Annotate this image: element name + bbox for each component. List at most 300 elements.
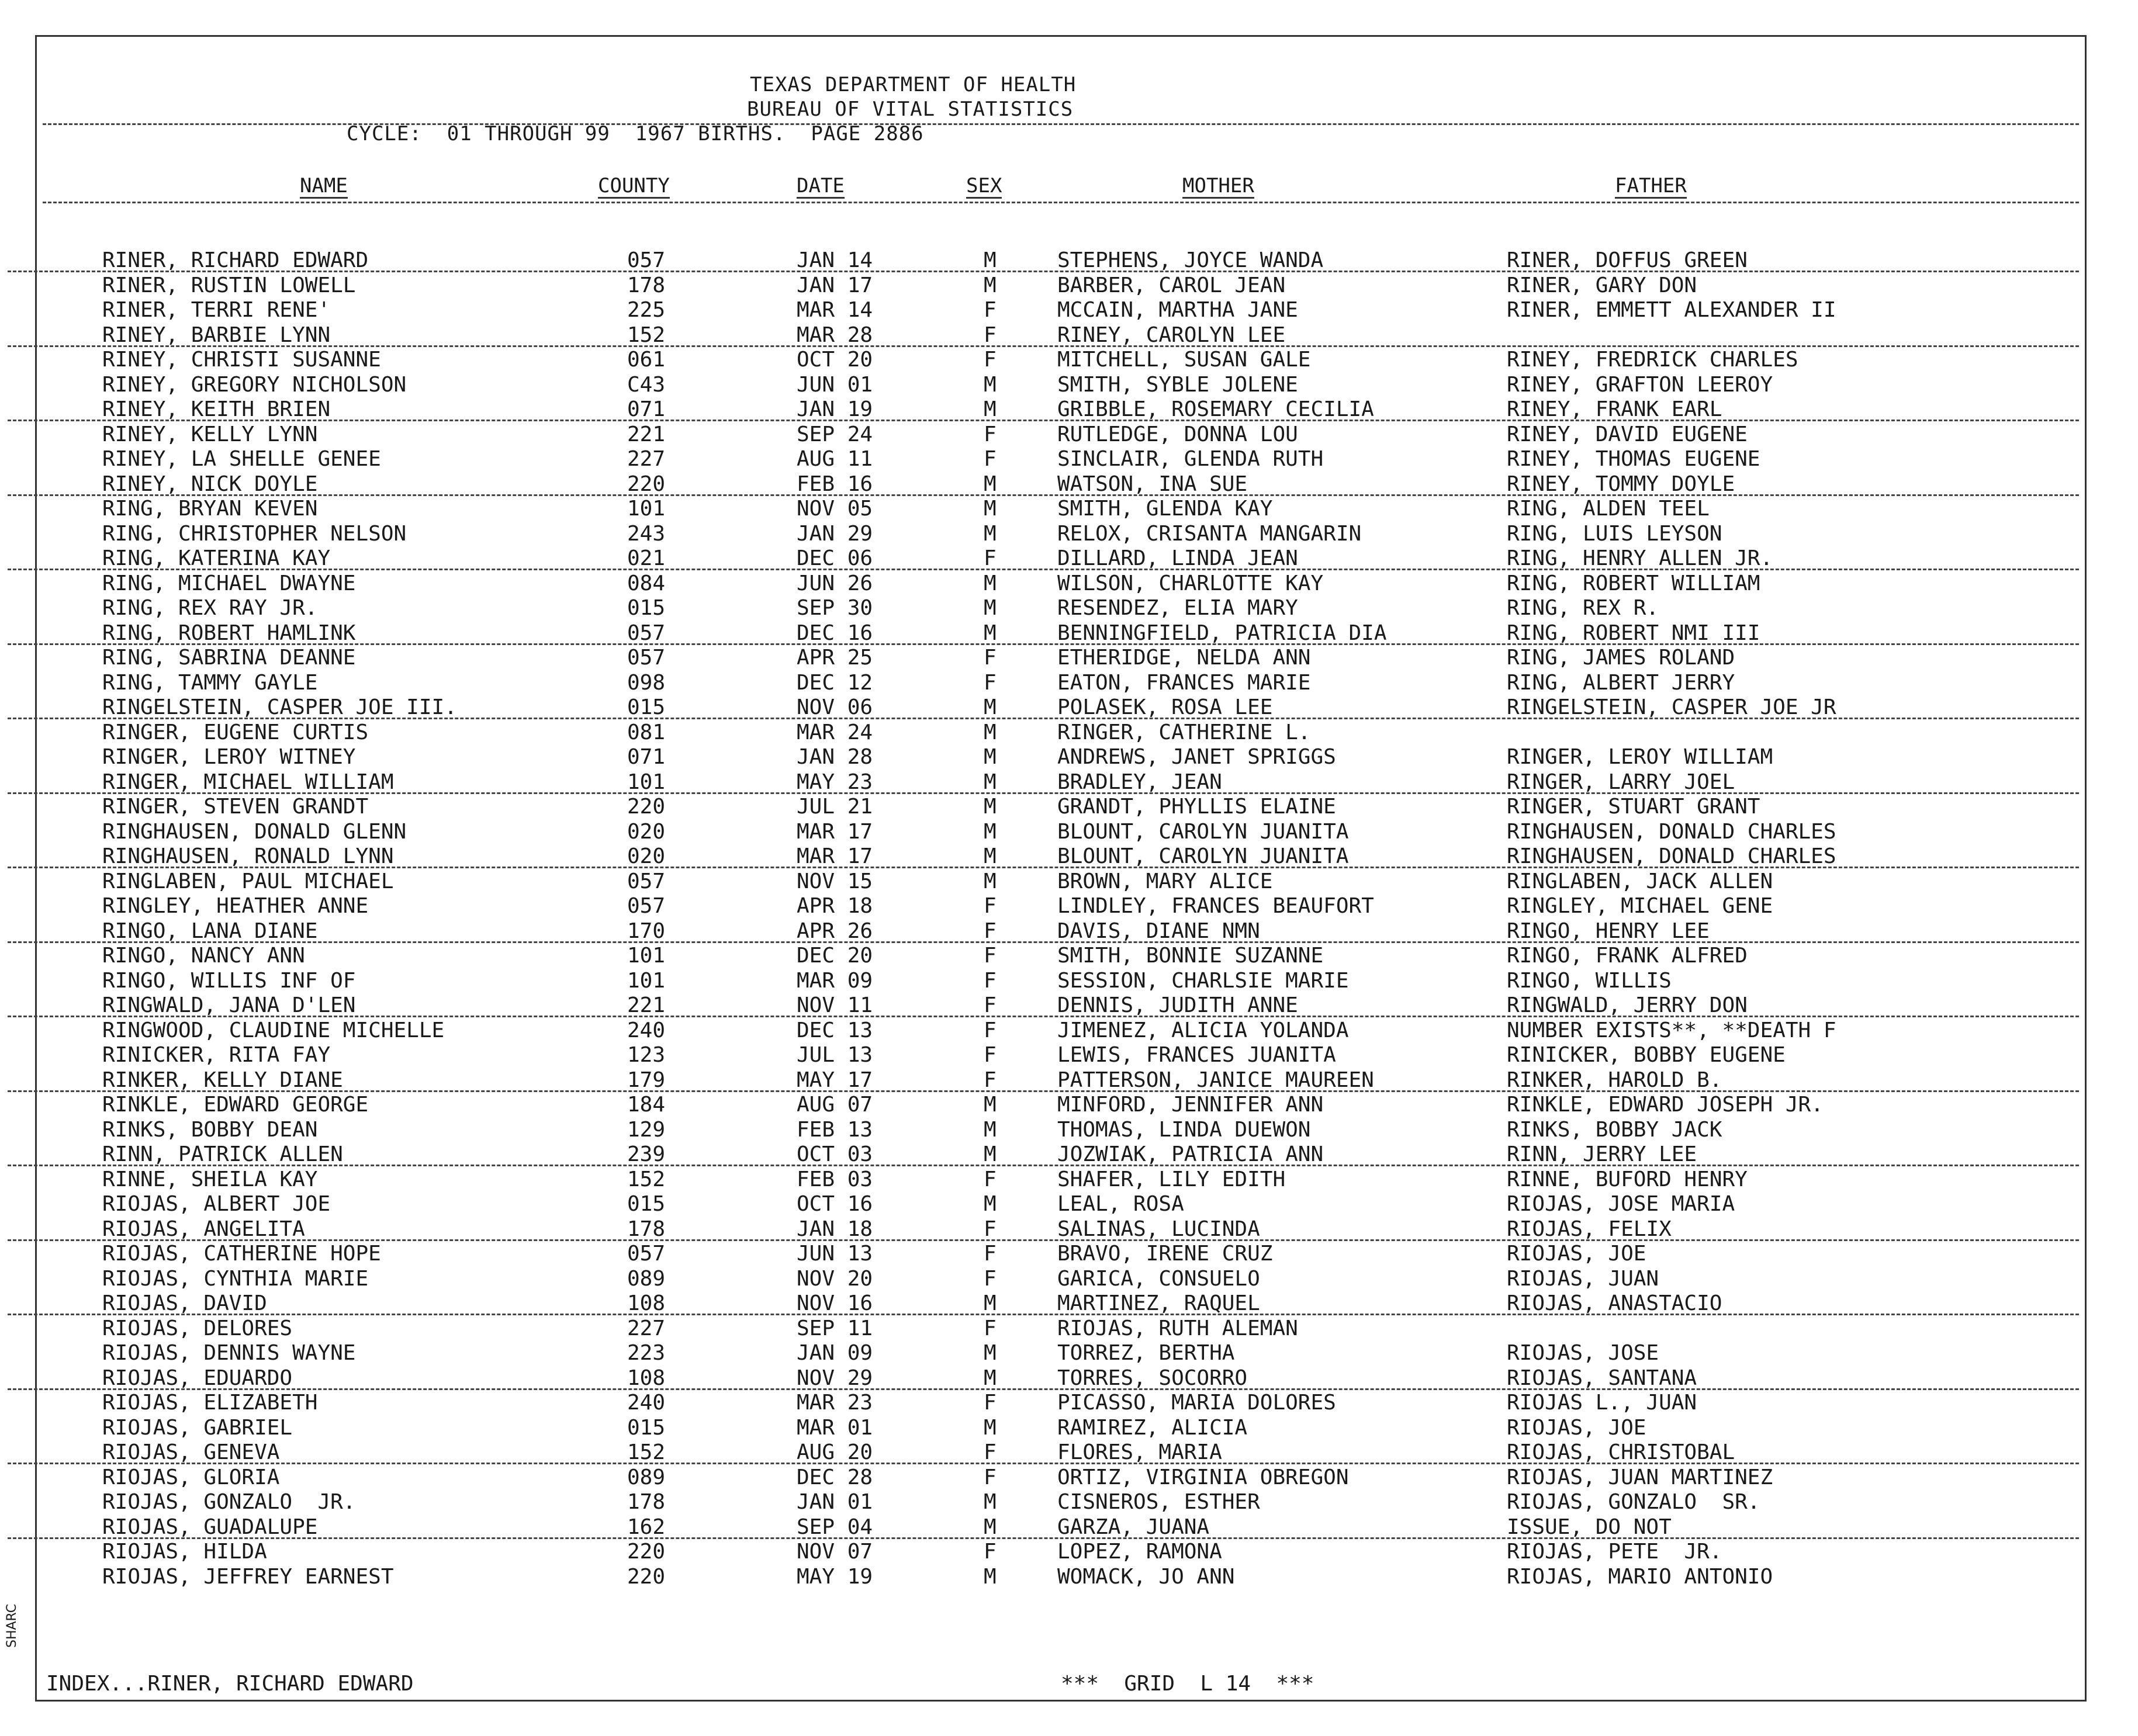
table-row bbox=[37, 522, 2085, 546]
table-row bbox=[37, 646, 2085, 670]
cell-sex: F bbox=[984, 1266, 997, 1291]
cell-father: RINGO, HENRY LEE bbox=[1507, 919, 1710, 943]
cell-name: RINGER, EUGENE CURTIS bbox=[102, 720, 369, 744]
table-row bbox=[37, 720, 2085, 745]
cell-sex: M bbox=[984, 1490, 997, 1514]
table-row bbox=[37, 248, 2085, 273]
cell-sex: M bbox=[984, 1366, 997, 1390]
cell-county: 221 bbox=[627, 993, 666, 1017]
cell-county: 162 bbox=[627, 1515, 666, 1539]
cell-mother: RIOJAS, RUTH ALEMAN bbox=[1057, 1316, 1298, 1340]
table-row bbox=[37, 1565, 2085, 1589]
cell-county: 108 bbox=[627, 1291, 666, 1315]
cell-mother: PICASSO, MARIA DOLORES bbox=[1057, 1391, 1336, 1415]
cell-name: RING, ROBERT HAMLINK bbox=[102, 621, 356, 645]
cell-father: RINER, DOFFUS GREEN bbox=[1507, 248, 1748, 272]
cell-sex: M bbox=[984, 819, 997, 844]
cell-sex: F bbox=[984, 1316, 997, 1340]
cell-date: MAR 23 bbox=[797, 1391, 873, 1415]
cell-sex: F bbox=[984, 1217, 997, 1241]
cell-name: RIOJAS, DENNIS WAYNE bbox=[102, 1341, 356, 1365]
cell-sex: F bbox=[984, 670, 997, 695]
cell-name: RINGER, STEVEN GRANDT bbox=[102, 795, 369, 819]
cell-county: 223 bbox=[627, 1341, 666, 1365]
cell-mother: SMITH, SYBLE JOLENE bbox=[1057, 372, 1298, 397]
cell-father: RINKER, HAROLD B. bbox=[1507, 1068, 1722, 1092]
cell-date: AUG 11 bbox=[797, 447, 873, 471]
cell-mother: FLORES, MARIA bbox=[1057, 1440, 1222, 1464]
table-row bbox=[37, 1242, 2085, 1266]
cell-name: RINGER, LEROY WITNEY bbox=[102, 745, 356, 769]
cell-mother: LINDLEY, FRANCES BEAUFORT bbox=[1057, 894, 1374, 918]
column-header-mother: MOTHER bbox=[1182, 174, 1254, 197]
cell-father: RINEY, DAVID EUGENE bbox=[1507, 422, 1748, 446]
cell-father: RINGER, LARRY JOEL bbox=[1507, 770, 1735, 794]
cell-name: RINGELSTEIN, CASPER JOE III. bbox=[102, 695, 457, 719]
cell-name: RINGLABEN, PAUL MICHAEL bbox=[102, 869, 394, 893]
cell-date: JAN 29 bbox=[797, 521, 873, 546]
cell-sex: F bbox=[984, 944, 997, 968]
cell-county: 152 bbox=[627, 1167, 666, 1191]
cell-sex: F bbox=[984, 1242, 997, 1266]
cell-father: RIOJAS L., JUAN bbox=[1507, 1391, 1697, 1415]
cell-father: RIOJAS, FELIX bbox=[1507, 1217, 1672, 1241]
table-row bbox=[37, 1167, 2085, 1192]
cell-sex: M bbox=[984, 720, 997, 744]
cell-county: 089 bbox=[627, 1465, 666, 1489]
cell-father: RING, REX R. bbox=[1507, 596, 1659, 620]
column-headers bbox=[37, 175, 2085, 200]
cell-sex: M bbox=[984, 1515, 997, 1539]
cell-mother: PATTERSON, JANICE MAUREEN bbox=[1057, 1068, 1374, 1092]
cell-mother: BRAVO, IRENE CRUZ bbox=[1057, 1242, 1273, 1266]
cell-county: 057 bbox=[627, 869, 666, 893]
cell-county: 184 bbox=[627, 1093, 666, 1117]
cell-sex: M bbox=[984, 248, 997, 272]
cell-county: 101 bbox=[627, 497, 666, 521]
cell-date: APR 26 bbox=[797, 919, 873, 943]
table-row bbox=[37, 1416, 2085, 1440]
cell-name: RIOJAS, EDUARDO bbox=[102, 1366, 293, 1390]
cell-date: MAR 01 bbox=[797, 1415, 873, 1440]
cell-mother: TORRES, SOCORRO bbox=[1057, 1366, 1248, 1390]
cell-name: RINGO, WILLIS INF OF bbox=[102, 968, 356, 993]
table-row bbox=[37, 1142, 2085, 1167]
table-row bbox=[37, 1118, 2085, 1142]
cell-father: RIOJAS, MARIO ANTONIO bbox=[1507, 1564, 1773, 1589]
cell-county: 152 bbox=[627, 1440, 666, 1464]
grid-footer: *** GRID L 14 *** bbox=[1061, 1672, 1314, 1696]
cell-name: RIOJAS, GUADALUPE bbox=[102, 1515, 318, 1539]
cell-name: RINEY, LA SHELLE GENEE bbox=[102, 447, 381, 471]
cell-date: DEC 16 bbox=[797, 621, 873, 645]
cell-mother: WOMACK, JO ANN bbox=[1057, 1564, 1235, 1589]
cell-father: RINGELSTEIN, CASPER JOE JR bbox=[1507, 695, 1836, 719]
cell-county: 221 bbox=[627, 422, 666, 446]
cell-date: FEB 03 bbox=[797, 1167, 873, 1191]
table-row bbox=[37, 1341, 2085, 1366]
table-row bbox=[37, 596, 2085, 621]
cell-father: RINGO, WILLIS bbox=[1507, 968, 1672, 993]
cell-sex: F bbox=[984, 894, 997, 918]
cell-date: SEP 30 bbox=[797, 596, 873, 620]
cell-father: RINICKER, BOBBY EUGENE bbox=[1507, 1043, 1786, 1067]
column-header-name: NAME bbox=[300, 174, 348, 197]
cell-date: OCT 16 bbox=[797, 1192, 873, 1216]
column-header-date: DATE bbox=[797, 174, 845, 197]
cell-county: 020 bbox=[627, 819, 666, 844]
cell-father: RINKLE, EDWARD JOSEPH JR. bbox=[1507, 1093, 1824, 1117]
side-mark: SHARC bbox=[5, 1603, 19, 1648]
cell-mother: MCCAIN, MARTHA JANE bbox=[1057, 298, 1298, 322]
cell-name: RINNE, SHEILA KAY bbox=[102, 1167, 318, 1191]
cell-date: NOV 15 bbox=[797, 869, 873, 893]
cell-county: 071 bbox=[627, 745, 666, 769]
cell-county: 123 bbox=[627, 1043, 666, 1067]
table-row bbox=[37, 944, 2085, 968]
cell-father: RINEY, THOMAS EUGENE bbox=[1507, 447, 1760, 471]
cell-county: 178 bbox=[627, 273, 666, 297]
cell-sex: F bbox=[984, 1465, 997, 1489]
cell-mother: RAMIREZ, ALICIA bbox=[1057, 1415, 1248, 1440]
cell-name: RINKER, KELLY DIANE bbox=[102, 1068, 343, 1092]
cell-date: JAN 14 bbox=[797, 248, 873, 272]
cell-mother: STEPHENS, JOYCE WANDA bbox=[1057, 248, 1324, 272]
cell-date: DEC 13 bbox=[797, 1018, 873, 1042]
cell-county: 071 bbox=[627, 397, 666, 421]
cell-father: ISSUE, DO NOT bbox=[1507, 1515, 1672, 1539]
cell-county: 178 bbox=[627, 1490, 666, 1514]
cell-mother: RESENDEZ, ELIA MARY bbox=[1057, 596, 1298, 620]
cell-date: NOV 11 bbox=[797, 993, 873, 1017]
index-footer: INDEX...RINER, RICHARD EDWARD bbox=[46, 1672, 414, 1696]
cell-sex: F bbox=[984, 1167, 997, 1191]
cell-father: RIOJAS, PETE JR. bbox=[1507, 1540, 1722, 1564]
cell-county: 015 bbox=[627, 1415, 666, 1440]
cell-sex: M bbox=[984, 571, 997, 595]
cell-father: RIOJAS, JUAN MARTINEZ bbox=[1507, 1465, 1773, 1489]
cell-name: RIOJAS, GLORIA bbox=[102, 1465, 280, 1489]
cell-county: 098 bbox=[627, 670, 666, 695]
agency-title: TEXAS DEPARTMENT OF HEALTH bbox=[750, 73, 1077, 96]
table-row bbox=[37, 1192, 2085, 1217]
cell-mother: SINCLAIR, GLENDA RUTH bbox=[1057, 447, 1324, 471]
table-row bbox=[37, 1465, 2085, 1490]
cell-date: DEC 06 bbox=[797, 546, 873, 570]
cell-county: 170 bbox=[627, 919, 666, 943]
cell-name: RINICKER, RITA FAY bbox=[102, 1043, 331, 1067]
cell-county: 101 bbox=[627, 968, 666, 993]
cell-county: 057 bbox=[627, 621, 666, 645]
cell-father: RINGLEY, MICHAEL GENE bbox=[1507, 894, 1773, 918]
cell-date: MAR 14 bbox=[797, 298, 873, 322]
cell-county: 129 bbox=[627, 1117, 666, 1142]
cell-sex: F bbox=[984, 1440, 997, 1464]
cell-date: MAR 28 bbox=[797, 323, 873, 347]
table-row bbox=[37, 1440, 2085, 1465]
cell-date: OCT 20 bbox=[797, 348, 873, 372]
cell-mother: DILLARD, LINDA JEAN bbox=[1057, 546, 1298, 570]
cell-name: RING, MICHAEL DWAYNE bbox=[102, 571, 356, 595]
cell-name: RIOJAS, DAVID bbox=[102, 1291, 267, 1315]
cell-father: RINGO, FRANK ALFRED bbox=[1507, 944, 1748, 968]
table-row bbox=[37, 1043, 2085, 1068]
cell-county: 057 bbox=[627, 1242, 666, 1266]
cell-date: MAY 17 bbox=[797, 1068, 873, 1092]
cell-date: JAN 18 bbox=[797, 1217, 873, 1241]
cell-date: JAN 09 bbox=[797, 1341, 873, 1365]
cell-sex: F bbox=[984, 1540, 997, 1564]
cell-mother: RINEY, CAROLYN LEE bbox=[1057, 323, 1286, 347]
cell-date: AUG 07 bbox=[797, 1093, 873, 1117]
cell-date: FEB 13 bbox=[797, 1117, 873, 1142]
cell-county: 084 bbox=[627, 571, 666, 595]
cell-date: JAN 17 bbox=[797, 273, 873, 297]
cell-mother: SMITH, GLENDA KAY bbox=[1057, 497, 1273, 521]
cell-county: 240 bbox=[627, 1018, 666, 1042]
cell-county: 239 bbox=[627, 1142, 666, 1166]
cell-county: 057 bbox=[627, 646, 666, 670]
table-row bbox=[37, 571, 2085, 596]
cell-mother: RUTLEDGE, DONNA LOU bbox=[1057, 422, 1298, 446]
cell-father: RINGER, STUART GRANT bbox=[1507, 795, 1760, 819]
cell-name: RINN, PATRICK ALLEN bbox=[102, 1142, 343, 1166]
table-row bbox=[37, 472, 2085, 497]
cell-name: RINKS, BOBBY DEAN bbox=[102, 1117, 318, 1142]
cell-sex: M bbox=[984, 472, 997, 496]
cell-mother: SALINAS, LUCINDA bbox=[1057, 1217, 1260, 1241]
cell-name: RIOJAS, ELIZABETH bbox=[102, 1391, 318, 1415]
cell-date: MAY 23 bbox=[797, 770, 873, 794]
cell-mother: ETHERIDGE, NELDA ANN bbox=[1057, 646, 1311, 670]
cell-sex: M bbox=[984, 1142, 997, 1166]
table-row bbox=[37, 1515, 2085, 1540]
cell-date: JAN 01 bbox=[797, 1490, 873, 1514]
cell-sex: M bbox=[984, 521, 997, 546]
cell-date: NOV 07 bbox=[797, 1540, 873, 1564]
cell-sex: M bbox=[984, 1564, 997, 1589]
cell-name: RINGO, LANA DIANE bbox=[102, 919, 318, 943]
cell-mother: GARZA, JUANA bbox=[1057, 1515, 1210, 1539]
cell-sex: M bbox=[984, 273, 997, 297]
cell-name: RINEY, NICK DOYLE bbox=[102, 472, 318, 496]
table-row bbox=[37, 1093, 2085, 1117]
table-row bbox=[37, 795, 2085, 819]
cell-name: RINER, RICHARD EDWARD bbox=[102, 248, 369, 272]
cell-sex: M bbox=[984, 1192, 997, 1216]
cell-father: RINGHAUSEN, DONALD CHARLES bbox=[1507, 844, 1836, 868]
cell-sex: M bbox=[984, 1291, 997, 1315]
cell-mother: MITCHELL, SUSAN GALE bbox=[1057, 348, 1311, 372]
cell-name: RINGWALD, JANA D'LEN bbox=[102, 993, 356, 1017]
cell-county: 243 bbox=[627, 521, 666, 546]
cell-sex: M bbox=[984, 1093, 997, 1117]
cell-name: RINEY, KELLY LYNN bbox=[102, 422, 318, 446]
cell-sex: F bbox=[984, 1018, 997, 1042]
cell-date: JAN 19 bbox=[797, 397, 873, 421]
table-row bbox=[37, 770, 2085, 795]
cell-mother: GRANDT, PHYLLIS ELAINE bbox=[1057, 795, 1336, 819]
cell-date: SEP 04 bbox=[797, 1515, 873, 1539]
cell-mother: GARICA, CONSUELO bbox=[1057, 1266, 1260, 1291]
cell-mother: SMITH, BONNIE SUZANNE bbox=[1057, 944, 1324, 968]
cell-date: NOV 20 bbox=[797, 1266, 873, 1291]
table-row bbox=[37, 1366, 2085, 1391]
table-row bbox=[37, 1316, 2085, 1341]
cell-county: 015 bbox=[627, 695, 666, 719]
cell-date: MAY 19 bbox=[797, 1564, 873, 1589]
cell-date: MAR 24 bbox=[797, 720, 873, 744]
cell-date: APR 18 bbox=[797, 894, 873, 918]
table-row bbox=[37, 447, 2085, 472]
table-row bbox=[37, 348, 2085, 372]
table-row bbox=[37, 820, 2085, 844]
cell-date: JUN 01 bbox=[797, 372, 873, 397]
cell-father: RINER, GARY DON bbox=[1507, 273, 1697, 297]
cell-county: 152 bbox=[627, 323, 666, 347]
cell-name: RIOJAS, HILDA bbox=[102, 1540, 267, 1564]
cell-county: 081 bbox=[627, 720, 666, 744]
cell-mother: TORREZ, BERTHA bbox=[1057, 1341, 1235, 1365]
table-row bbox=[37, 273, 2085, 298]
cell-mother: LOPEZ, RAMONA bbox=[1057, 1540, 1222, 1564]
cell-sex: F bbox=[984, 993, 997, 1017]
divider-line bbox=[43, 202, 2079, 203]
cell-date: MAR 17 bbox=[797, 844, 873, 868]
cell-date: NOV 29 bbox=[797, 1366, 873, 1390]
cell-father: RIOJAS, SANTANA bbox=[1507, 1366, 1697, 1390]
cell-father: RING, ROBERT NMI III bbox=[1507, 621, 1760, 645]
table-row bbox=[37, 1490, 2085, 1515]
cell-name: RIOJAS, ANGELITA bbox=[102, 1217, 305, 1241]
cell-county: 021 bbox=[627, 546, 666, 570]
cell-mother: EATON, FRANCES MARIE bbox=[1057, 670, 1311, 695]
cell-name: RINER, TERRI RENE' bbox=[102, 298, 331, 322]
cell-name: RING, CHRISTOPHER NELSON bbox=[102, 521, 407, 546]
cell-date: FEB 16 bbox=[797, 472, 873, 496]
table-row bbox=[37, 894, 2085, 919]
cell-father: RINGLABEN, JACK ALLEN bbox=[1507, 869, 1773, 893]
cell-father: RING, ALBERT JERRY bbox=[1507, 670, 1735, 695]
table-row bbox=[37, 1540, 2085, 1564]
cell-sex: M bbox=[984, 1415, 997, 1440]
cell-mother: BLOUNT, CAROLYN JUANITA bbox=[1057, 819, 1349, 844]
cell-name: RINEY, BARBIE LYNN bbox=[102, 323, 331, 347]
cell-date: AUG 20 bbox=[797, 1440, 873, 1464]
table-row bbox=[37, 1267, 2085, 1291]
cell-father: RING, LUIS LEYSON bbox=[1507, 521, 1722, 546]
table-row bbox=[37, 869, 2085, 894]
cell-mother: RINGER, CATHERINE L. bbox=[1057, 720, 1311, 744]
cell-mother: GRIBBLE, ROSEMARY CECILIA bbox=[1057, 397, 1374, 421]
cell-sex: F bbox=[984, 1068, 997, 1092]
cell-date: DEC 20 bbox=[797, 944, 873, 968]
cell-name: RIOJAS, GABRIEL bbox=[102, 1415, 293, 1440]
cell-name: RING, KATERINA KAY bbox=[102, 546, 331, 570]
cell-date: NOV 06 bbox=[797, 695, 873, 719]
cell-father: RINEY, FREDRICK CHARLES bbox=[1507, 348, 1798, 372]
cell-name: RING, REX RAY JR. bbox=[102, 596, 318, 620]
cell-mother: BLOUNT, CAROLYN JUANITA bbox=[1057, 844, 1349, 868]
cell-father: RIOJAS, JOE bbox=[1507, 1242, 1646, 1266]
cell-name: RIOJAS, CYNTHIA MARIE bbox=[102, 1266, 369, 1291]
cell-name: RINEY, CHRISTI SUSANNE bbox=[102, 348, 381, 372]
cell-sex: F bbox=[984, 323, 997, 347]
cell-county: 101 bbox=[627, 944, 666, 968]
cell-name: RINKLE, EDWARD GEORGE bbox=[102, 1093, 369, 1117]
table-row bbox=[37, 1391, 2085, 1415]
table-row bbox=[37, 546, 2085, 571]
cell-sex: F bbox=[984, 348, 997, 372]
cell-father: RINEY, GRAFTON LEEROY bbox=[1507, 372, 1773, 397]
table-row bbox=[37, 397, 2085, 422]
cell-date: JUL 13 bbox=[797, 1043, 873, 1067]
table-row bbox=[37, 844, 2085, 869]
table-row bbox=[37, 745, 2085, 770]
cell-father: RINN, JERRY LEE bbox=[1507, 1142, 1697, 1166]
cell-sex: M bbox=[984, 372, 997, 397]
cell-sex: M bbox=[984, 596, 997, 620]
cell-mother: LEWIS, FRANCES JUANITA bbox=[1057, 1043, 1336, 1067]
cell-sex: F bbox=[984, 1391, 997, 1415]
cell-sex: M bbox=[984, 770, 997, 794]
cell-county: 227 bbox=[627, 1316, 666, 1340]
cell-name: RIOJAS, JEFFREY EARNEST bbox=[102, 1564, 394, 1589]
cell-date: MAR 17 bbox=[797, 819, 873, 844]
cell-father: RINKS, BOBBY JACK bbox=[1507, 1117, 1722, 1142]
cell-county: 101 bbox=[627, 770, 666, 794]
column-header-county: COUNTY bbox=[598, 174, 670, 197]
cell-county: 015 bbox=[627, 1192, 666, 1216]
cell-name: RING, TAMMY GAYLE bbox=[102, 670, 318, 695]
cell-county: 057 bbox=[627, 894, 666, 918]
cell-father: RINEY, FRANK EARL bbox=[1507, 397, 1722, 421]
cell-name: RINGER, MICHAEL WILLIAM bbox=[102, 770, 394, 794]
cell-father: NUMBER EXISTS**, **DEATH F bbox=[1507, 1018, 1836, 1042]
cell-name: RINER, RUSTIN LOWELL bbox=[102, 273, 356, 297]
cell-name: RINGHAUSEN, RONALD LYNN bbox=[102, 844, 394, 868]
cell-mother: DENNIS, JUDITH ANNE bbox=[1057, 993, 1298, 1017]
cell-mother: DAVIS, DIANE NMN bbox=[1057, 919, 1260, 943]
cell-name: RIOJAS, ALBERT JOE bbox=[102, 1192, 331, 1216]
cell-sex: F bbox=[984, 968, 997, 993]
cell-father: RIOJAS, JOSE MARIA bbox=[1507, 1192, 1735, 1216]
cell-father: RING, HENRY ALLEN JR. bbox=[1507, 546, 1773, 570]
cell-date: APR 25 bbox=[797, 646, 873, 670]
cell-father: RIOJAS, ANASTACIO bbox=[1507, 1291, 1722, 1315]
table-row bbox=[37, 671, 2085, 695]
cell-date: NOV 16 bbox=[797, 1291, 873, 1315]
cell-name: RING, BRYAN KEVEN bbox=[102, 497, 318, 521]
cell-father: RING, ROBERT WILLIAM bbox=[1507, 571, 1760, 595]
cell-date: SEP 24 bbox=[797, 422, 873, 446]
cell-mother: ORTIZ, VIRGINIA OBREGON bbox=[1057, 1465, 1349, 1489]
cell-father: RINGHAUSEN, DONALD CHARLES bbox=[1507, 819, 1836, 844]
table-row bbox=[37, 298, 2085, 323]
cell-mother: WILSON, CHARLOTTE KAY bbox=[1057, 571, 1324, 595]
cell-county: 089 bbox=[627, 1266, 666, 1291]
cell-father: RIOJAS, JUAN bbox=[1507, 1266, 1659, 1291]
document-page bbox=[35, 35, 2087, 1702]
cell-father: RINGWALD, JERRY DON bbox=[1507, 993, 1748, 1017]
cell-sex: F bbox=[984, 919, 997, 943]
table-row bbox=[37, 695, 2085, 720]
cell-county: 020 bbox=[627, 844, 666, 868]
cell-sex: M bbox=[984, 397, 997, 421]
table-row bbox=[37, 1291, 2085, 1316]
cell-county: 061 bbox=[627, 348, 666, 372]
cell-sex: F bbox=[984, 298, 997, 322]
